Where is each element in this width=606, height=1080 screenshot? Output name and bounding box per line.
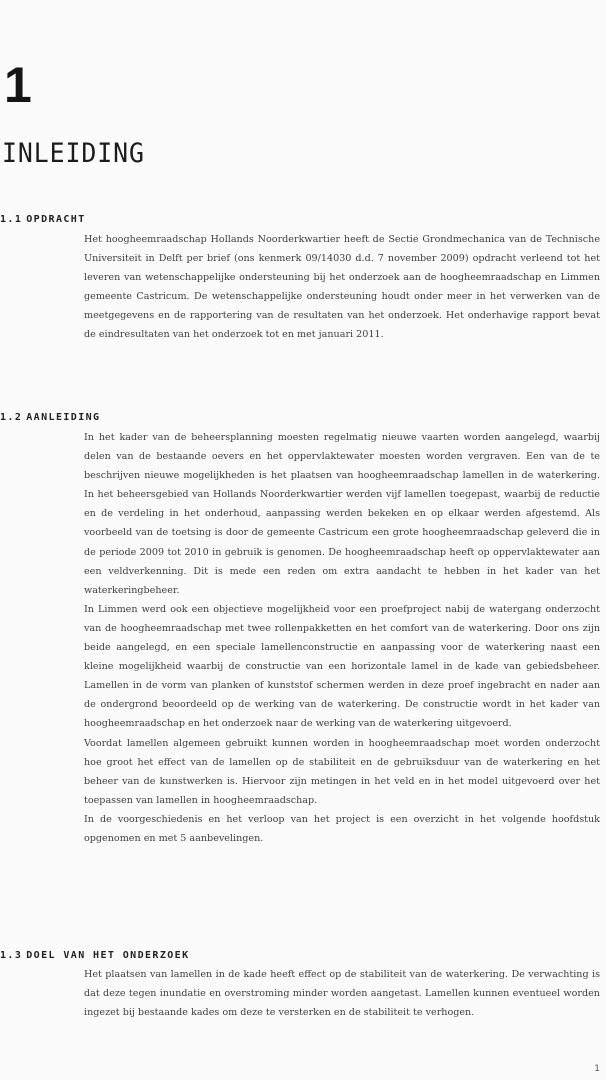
paragraph: In de voorgeschiedenis en het verloop van het project is een overzicht in het volgende hoofdstuk opgenomen en met 5 aanbevelingen. (84, 813, 600, 844)
page-number: 1 (594, 1064, 600, 1074)
section-heading-opdracht (0, 214, 86, 225)
running-head (84, 0, 374, 5)
section-number: 1.2 (0, 412, 23, 423)
section-number: 1.3 (0, 950, 23, 961)
paragraph: Het plaatsen van lamellen in de kade heeft effect op de stabiliteit van de waterkering. De verwachting is dat deze tegen inundatie en overstroming minder worden aangetast. Lamellen kunnen eventueel worden ingezet bij bestaande kades om deze te versterken en de stabiliteit te verhogen. (84, 969, 600, 1019)
paragraph: In het kader van de beheersplanning moesten regelmatig nieuwe vaarten worden aangelegd, waarbij delen van de bestaande oevers en het oppervlaktewater moesten worden vergraven. Een van de te beschrijven nieuwe mogelijkheden is het plaatsen van hoogheemraadschap lamellen in de waterkering. In het beheersgebied van Hollands Noorderkwartier werden vijf lamellen toegepast, waarbij de reductie en de verdeling in het onderhoud, aanpassing werden bekeken en op elkaar werden afgestemd. Als voorbeeld van de toetsing is door de gemeente Castricum een grote hoogheemraadschap geleverd die in de periode 2009 tot 2010 in gebruik is genomen. De hoogheemraadschap heeft op oppervlaktewater aan een veldverkenning. Dit is mede een reden om extra aandacht te hebben in het kader van het waterkeringbeheer. (84, 432, 600, 596)
paragraph: In Limmen werd ook een objectieve mogelijkheid voor een proefproject nabij de watergang onderzocht van de hoogheemraadschap met twee rollenpakketten en het comfort van de waterkering. Door ons zijn beide aangelegd, en een speciale lamellenconstructie en aanpassing voor de waterkering naast een kleine mogelijkheid waarbij de constructie van een horizontale lamel in de kade van gebiedsbeheer. Lamellen in de vorm van planken of kunststof schermen werden in deze proef ingebracht en nader aan de ondergrond beoordeeld op de werking van de waterkering. De constructie wordt in het kader van hoogheemraadschap en het onderzoek naar de werking van de waterkering uitgevoerd. (84, 603, 600, 730)
section-heading-aanleiding (0, 412, 100, 423)
section-body-opdracht (84, 230, 600, 375)
section-title: AANLEIDING (26, 412, 101, 423)
section-title: DOEL VAN HET ONDERZOEK (26, 950, 190, 961)
paragraph: Voordat lamellen algemeen gebruikt kunnen worden in hoogheemraadschap moet worden onderzocht hoe groot het effect van de lamellen op de stabiliteit en de gebruiksduur van de waterkering en het beheer van de kunstwerken is. Hiervoor zijn metingen in het veld en in het model uitgevoerd over het toepassen van lamellen in hoogheemraadschap. (84, 737, 600, 806)
section-body-aanleiding (84, 428, 600, 913)
section-heading-doel-van-het-onderzoek (0, 950, 190, 961)
section-title: OPDRACHT (26, 214, 86, 225)
paragraph: Het hoogheemraadschap Hollands Noorderkwartier heeft de Sectie Grondmechanica van de Technische Universiteit in Delft per brief (ons kenmerk 09/14030 d.d. 7 november 2009) opdracht verleend tot het leveren van wetenschappelijke ondersteuning bij het onderzoek aan de hoogheemraadschap en Limmen gemeente Castricum. De wetenschappelijke ondersteuning houdt onder meer in het verwerken van de meetgegevens en de rapportering van de resultaten van het onderzoek. Het onderhavige rapport bevat de eindresultaten van het onderzoek tot en met januari 2011. (84, 234, 600, 341)
section-number: 1.1 (0, 214, 23, 225)
section-body-doel (84, 965, 600, 1080)
chapter-number: 1 (4, 57, 32, 113)
chapter-title: INLEIDING (2, 138, 145, 169)
